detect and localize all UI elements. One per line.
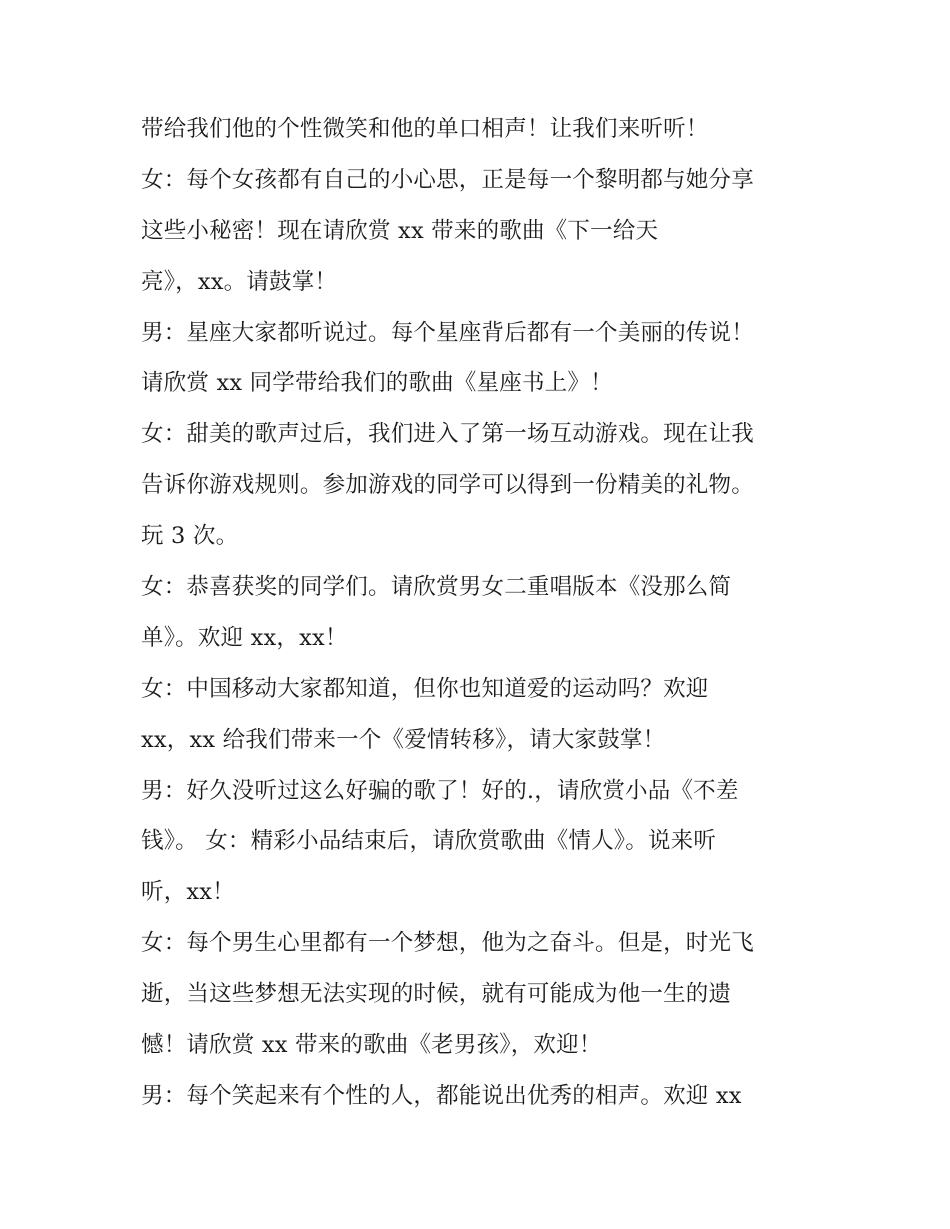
text-line: 男：星座大家都听说过。每个星座背后都有一个美丽的传说！ (141, 319, 754, 346)
text-line: 告诉你游戏规则。参加游戏的同学可以得到一份精美的礼物。 (141, 472, 754, 499)
text-line: 单》。欢迎 xx，xx！ (141, 624, 348, 651)
text-line: 钱》。 女：精彩小品结束后，请欣赏歌曲《情人》。说来听 (141, 828, 717, 855)
text-line: 女：甜美的歌声过后，我们进入了第一场互动游戏。现在让我 (141, 421, 754, 448)
text-line: 玩 3 次。 (141, 523, 239, 550)
text-line: 女：恭喜获奖的同学们。请欣赏男女二重唱版本《没那么简 (141, 574, 732, 601)
text-line: 男：好久没听过这么好骗的歌了！好的.，请欣赏小品《不差 (141, 777, 739, 804)
text-line: 请欣赏 xx 同学带给我们的歌曲《星座书上》！ (141, 370, 613, 397)
text-line: 女：中国移动大家都知道，但你也知道爱的运动吗？欢迎 (141, 675, 709, 702)
text-line: 亮》，xx。请鼓掌！ (141, 268, 338, 295)
text-line: 带给我们他的个性微笑和他的单口相声！让我们来听听！ (141, 116, 709, 142)
text-line: 这些小秘密！现在请欣赏 xx 带来的歌曲《下一给天 (141, 217, 659, 244)
text-line: 女：每个男生心里都有一个梦想，他为之奋斗。但是，时光飞 (141, 930, 754, 957)
text-line: 女：每个女孩都有自己的小心思，正是每一个黎明都与她分享 (141, 166, 754, 193)
text-line: 逝，当这些梦想无法实现的时候，就有可能成为他一生的遗 (141, 981, 732, 1008)
text-line: 憾！请欣赏 xx 带来的歌曲《老男孩》，欢迎！ (141, 1032, 602, 1059)
text-line: 男：每个笑起来有个性的人，都能说出优秀的相声。欢迎 xx (141, 1082, 742, 1109)
document-body (141, 104, 831, 1122)
text-line: 听，xx！ (141, 879, 235, 906)
text-line: xx，xx 给我们带来一个《爱情转移》，请大家鼓掌！ (141, 726, 666, 753)
